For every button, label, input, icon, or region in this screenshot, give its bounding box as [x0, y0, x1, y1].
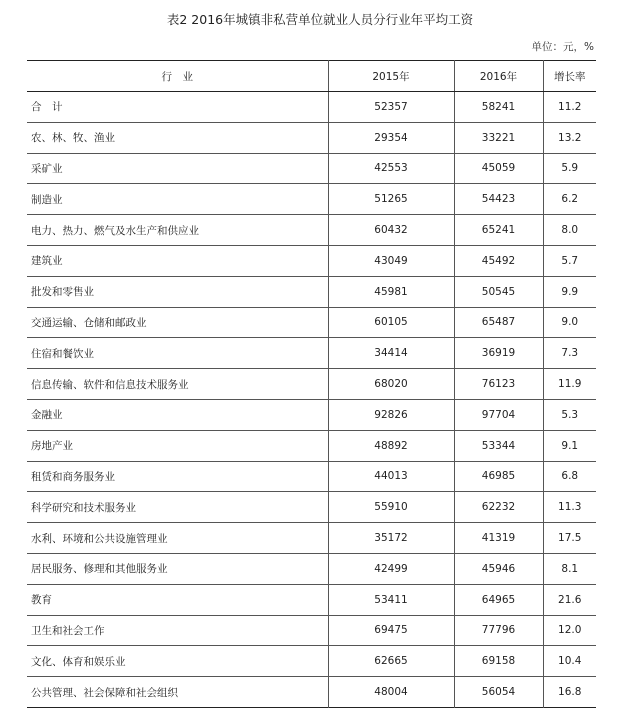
- header-row: [27, 61, 596, 92]
- industry-cell: 批发和零售业: [27, 276, 328, 307]
- table-row: [27, 153, 596, 184]
- value-2015-cell: 60432: [328, 215, 454, 246]
- header-industry: 行 业: [27, 61, 328, 92]
- growth-rate-cell: 9.9: [543, 276, 596, 307]
- header-growth: 增长率: [543, 61, 596, 92]
- value-2015-cell: 34414: [328, 338, 454, 369]
- table-row: [27, 92, 596, 123]
- growth-rate-cell: 5.9: [543, 153, 596, 184]
- industry-cell: 房地产业: [27, 430, 328, 461]
- industry-cell: 电力、热力、燃气及水生产和供应业: [27, 215, 328, 246]
- growth-rate-cell: 17.5: [543, 523, 596, 554]
- value-2015-cell: 44013: [328, 461, 454, 492]
- table-title: 表2 2016年城镇非私营单位就业人员分行业年平均工资: [166, 12, 474, 27]
- value-2015-cell: 45981: [328, 276, 454, 307]
- table-row: [27, 338, 596, 369]
- value-2015-cell: 69475: [328, 615, 454, 646]
- industry-cell: 交通运输、仓储和邮政业: [27, 307, 328, 338]
- table-row: [27, 399, 596, 430]
- table-row: [27, 646, 596, 677]
- table-row: [27, 677, 596, 708]
- table-row: [27, 584, 596, 615]
- table-row: [27, 553, 596, 584]
- industry-cell: 合 计: [27, 92, 328, 123]
- industry-cell: 卫生和社会工作: [27, 615, 328, 646]
- industry-cell: 住宿和餐饮业: [27, 338, 328, 369]
- industry-cell: 金融业: [27, 399, 328, 430]
- growth-rate-cell: 8.0: [543, 215, 596, 246]
- table-row: [27, 430, 596, 461]
- header-2015: 2015年: [328, 61, 454, 92]
- table-row: [27, 369, 596, 400]
- table-row: [27, 523, 596, 554]
- value-2016-cell: 36919: [454, 338, 543, 369]
- table-row: [27, 276, 596, 307]
- table-body: [27, 92, 596, 708]
- value-2016-cell: 64965: [454, 584, 543, 615]
- value-2015-cell: 51265: [328, 184, 454, 215]
- industry-cell: 水利、环境和公共设施管理业: [27, 523, 328, 554]
- growth-rate-cell: 8.1: [543, 553, 596, 584]
- value-2015-cell: 53411: [328, 584, 454, 615]
- industry-cell: 教育: [27, 584, 328, 615]
- value-2016-cell: 54423: [454, 184, 543, 215]
- value-2016-cell: 45059: [454, 153, 543, 184]
- table-row: [27, 215, 596, 246]
- header-2016: 2016年: [454, 61, 543, 92]
- industry-cell: 居民服务、修理和其他服务业: [27, 553, 328, 584]
- value-2015-cell: 48004: [328, 677, 454, 708]
- growth-rate-cell: 16.8: [543, 677, 596, 708]
- value-2015-cell: 68020: [328, 369, 454, 400]
- growth-rate-cell: 10.4: [543, 646, 596, 677]
- growth-rate-cell: 9.1: [543, 430, 596, 461]
- industry-cell: 信息传输、软件和信息技术服务业: [27, 369, 328, 400]
- value-2015-cell: 55910: [328, 492, 454, 523]
- value-2016-cell: 33221: [454, 122, 543, 153]
- growth-rate-cell: 9.0: [543, 307, 596, 338]
- value-2015-cell: 35172: [328, 523, 454, 554]
- value-2016-cell: 50545: [454, 276, 543, 307]
- table-row: [27, 492, 596, 523]
- table-row: [27, 184, 596, 215]
- growth-rate-cell: 11.2: [543, 92, 596, 123]
- wage-table: [27, 60, 596, 708]
- value-2016-cell: 65241: [454, 215, 543, 246]
- value-2016-cell: 41319: [454, 523, 543, 554]
- industry-cell: 农、林、牧、渔业: [27, 122, 328, 153]
- industry-cell: 采矿业: [27, 153, 328, 184]
- value-2015-cell: 52357: [328, 92, 454, 123]
- value-2016-cell: 62232: [454, 492, 543, 523]
- growth-rate-cell: 21.6: [543, 584, 596, 615]
- value-2016-cell: 76123: [454, 369, 543, 400]
- growth-rate-cell: 5.7: [543, 245, 596, 276]
- value-2016-cell: 56054: [454, 677, 543, 708]
- value-2016-cell: 97704: [454, 399, 543, 430]
- growth-rate-cell: 7.3: [543, 338, 596, 369]
- table-row: [27, 461, 596, 492]
- value-2015-cell: 43049: [328, 245, 454, 276]
- growth-rate-cell: 11.3: [543, 492, 596, 523]
- value-2015-cell: 48892: [328, 430, 454, 461]
- industry-cell: 制造业: [27, 184, 328, 215]
- value-2015-cell: 29354: [328, 122, 454, 153]
- unit-label: 单位：元，%: [531, 41, 594, 53]
- growth-rate-cell: 5.3: [543, 399, 596, 430]
- industry-cell: 科学研究和技术服务业: [27, 492, 328, 523]
- value-2016-cell: 58241: [454, 92, 543, 123]
- table-row: [27, 307, 596, 338]
- value-2016-cell: 77796: [454, 615, 543, 646]
- value-2016-cell: 45492: [454, 245, 543, 276]
- growth-rate-cell: 6.2: [543, 184, 596, 215]
- table-row: [27, 245, 596, 276]
- industry-cell: 公共管理、社会保障和社会组织: [31, 686, 178, 699]
- value-2015-cell: 42499: [328, 553, 454, 584]
- growth-rate-cell: 11.9: [543, 369, 596, 400]
- value-2015-cell: 92826: [328, 399, 454, 430]
- value-2016-cell: 69158: [454, 646, 543, 677]
- value-2016-cell: 45946: [454, 553, 543, 584]
- value-2015-cell: 62665: [328, 646, 454, 677]
- value-2015-cell: 42553: [328, 153, 454, 184]
- growth-rate-cell: 13.2: [543, 122, 596, 153]
- growth-rate-cell: 12.0: [543, 615, 596, 646]
- value-2016-cell: 53344: [454, 430, 543, 461]
- value-2016-cell: 65487: [454, 307, 543, 338]
- industry-cell: 建筑业: [27, 245, 328, 276]
- value-2015-cell: 60105: [328, 307, 454, 338]
- table-row: [27, 615, 596, 646]
- value-2016-cell: 46985: [454, 461, 543, 492]
- growth-rate-cell: 6.8: [543, 461, 596, 492]
- table-row: [27, 122, 596, 153]
- industry-cell: 租赁和商务服务业: [27, 461, 328, 492]
- industry-cell: 文化、体育和娱乐业: [27, 646, 328, 677]
